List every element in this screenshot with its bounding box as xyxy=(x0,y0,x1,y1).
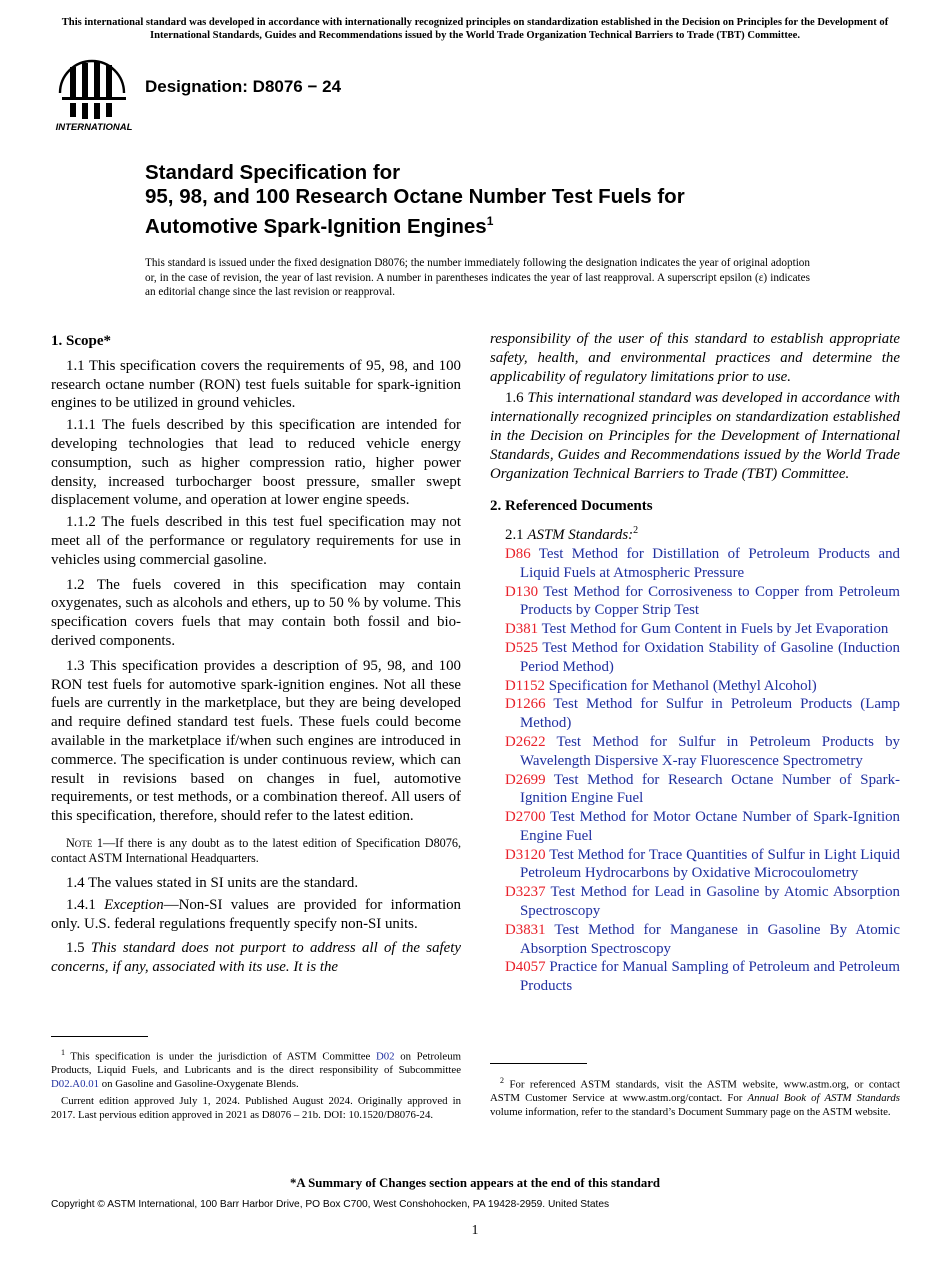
reference-title-link[interactable]: Test Method for Gum Content in Fuels by Jet Evaporation xyxy=(541,621,889,638)
logo-subtext: INTERNATIONAL xyxy=(55,122,133,133)
footnote-1-approval: Current edition approved July 1, 2024. Published August 2024. Originally approved in 2017. Last pervious edition approved in 2021 as D8076 – 21b. DOI: 10.1520/D8076-24. xyxy=(51,1094,461,1121)
footnote-2: $^2$ For referenced ASTM standards, visit the ASTM website, www.astm.org, or contact ASTM Customer Service at www.astm.org/contact. For Annual Book of ASTM Standards volume information, refer to the standard’s Document Summary page on the ASTM website. xyxy=(490,1076,900,1119)
reference-item xyxy=(490,695,900,733)
para-1-6: 1.6 This international standard was developed in accordance with internationally recognized principles on standardization established in the Decision on Principles for the Development of International Standards, Guides and Recommendations issued by the World Trade Organization Technical Barriers to Trade (TBT) Committee. xyxy=(490,390,901,482)
reference-title-link[interactable]: Test Method for Trace Quantities of Sulfur in Light Liquid Petroleum Hydrocarbons by Oxidative Microcoulometry xyxy=(520,846,900,882)
reference-item xyxy=(490,733,900,771)
reference-title-link[interactable]: Specification for Methanol (Methyl Alcohol) xyxy=(548,677,817,694)
astm-logo xyxy=(52,55,136,133)
title-line-3: Automotive Spark-Ignition Engines xyxy=(145,214,487,238)
para-1-3: 1.3 This specification provides a description of 95, 98, and 100 RON test fuels for automotive spark-ignition engines. Not all these fuels are currently in the marketplace, but they are being developed and require defined standard test fuels. These fuels could become available in the marketplace if/when such engines are introduced in commerce. The specification is under continuous review, which can result in revisions based on changes in fuel, automotive requirements, or test methods, or a combination thereof. All users of this specification, therefore, should refer to the latest edition. xyxy=(51,657,461,825)
reference-code-link[interactable]: D3237 xyxy=(505,884,546,901)
footnote-1: $^1$ This specification is under the jurisdiction of ASTM Committee D02 on Petroleum Products, Liquid Fuels, and Lubricants and is the direct responsibility of Subcommittee D02.A0.01 on Gasoline and Gasoline-Oxygenate Blends. Current edition approved July 1, 2024. Published August 2024. Originally approved in 2017. Last pervious edition approved in 2021 as D8076 – 21b. DOI: 10.1520/D8076-24. xyxy=(51,1048,462,1121)
reference-title-link[interactable]: Test Method for Manganese in Gasoline By Atomic Absorption Spectroscopy xyxy=(520,921,900,957)
section-2-heading: 2. Referenced Documents xyxy=(490,498,653,515)
footnote-rule-right xyxy=(490,1063,587,1064)
note-text: 1—If there is any doubt as to the latest edition of Specification D8076, contact ASTM International Headquarters. xyxy=(51,835,461,865)
reference-title-link[interactable]: Practice for Manual Sampling of Petroleum and Petroleum Products xyxy=(520,959,900,995)
reference-item xyxy=(490,583,900,621)
reference-title-link[interactable]: Test Method for Lead in Gasoline by Atomic Absorption Spectroscopy xyxy=(520,884,900,920)
reference-item xyxy=(490,846,900,884)
reference-code-link[interactable]: D130 xyxy=(505,583,539,600)
reference-item xyxy=(490,771,900,809)
issued-note: This standard is issued under the fixed designation D8076; the number immediately following the designation indicates the year of original adoption or, in the case of revision, the year of last revision. A number in parentheses indicates the year of last reapproval. A superscript epsilon (ε) indicates an editorial change since the last revision or reapproval. xyxy=(145,257,810,298)
reference-code-link[interactable]: D86 xyxy=(505,545,531,562)
reference-title-link[interactable]: Test Method for Sulfur in Petroleum Products by Wavelength Dispersive X-ray Fluorescence Spectrometry xyxy=(520,733,900,769)
summary-note: *A Summary of Changes section appears at the end of this standard xyxy=(289,1176,661,1190)
reference-code-link[interactable]: D3120 xyxy=(505,846,546,863)
reference-code-link[interactable]: D2622 xyxy=(505,733,546,750)
reference-code-link[interactable]: D525 xyxy=(505,639,539,656)
reference-item xyxy=(490,677,900,696)
right-column xyxy=(490,330,900,996)
reference-title-link[interactable]: Test Method for Motor Octane Number of Spark-Ignition Engine Fuel xyxy=(520,809,900,844)
para-1-5-end: responsibility of the user of this standard to establish appropriate safety, health, and environmental practices and determine the applicability of regulatory limitations prior to use. xyxy=(490,331,900,385)
title-line-2: 95, 98, and 100 Research Octane Number Test Fuels for xyxy=(145,185,685,208)
reference-title-link[interactable]: Test Method for Oxidation Stability of Gasoline (Induction Period Method) xyxy=(520,639,900,675)
footnote-rule-left xyxy=(51,1036,148,1037)
para-1-1: 1.1 This specification covers the requirements of 95, 98, and 100 research octane number (RON) test fuels suitable for spark-ignition engines to be utilized in ground vehicles. xyxy=(51,357,461,412)
committee-link[interactable]: D02 xyxy=(375,1050,395,1063)
reference-item xyxy=(490,808,900,846)
para-1-1-2: 1.1.2 The fuels described in this test fuel specification may not meet all of the performance or regulatory requirements for use in vehicles using commercial gasoline. xyxy=(51,514,461,568)
reference-item xyxy=(490,639,900,677)
reference-item xyxy=(490,883,900,921)
reference-code-link[interactable]: D1266 xyxy=(505,696,546,713)
reference-code-link[interactable]: D1152 xyxy=(505,677,545,694)
reference-item xyxy=(490,545,900,583)
reference-title-link[interactable]: Test Method for Research Octane Number of Spark-Ignition Engine Fuel xyxy=(520,771,900,807)
reference-item xyxy=(490,958,900,996)
para-1-1-1: 1.1.1 The fuels described by this specification are intended for developing technologies that lead to reduced vehicle energy consumption, such as higher compression ratio, higher power density, increased turbocharger boost pressure, smaller swept displacement volume, and operation at lower engine speeds. xyxy=(51,417,461,509)
referenced-list xyxy=(490,545,900,996)
reference-title-link[interactable]: Test Method for Sulfur in Petroleum Products (Lamp Method) xyxy=(520,696,900,732)
reference-code-link[interactable]: D381 xyxy=(505,621,539,638)
copyright: Copyright © ASTM International, 100 Barr Harbor Drive, PO Box C700, West Conshohocken, PA 19428-2959. United States xyxy=(51,1199,610,1210)
title-footnote-mark: 1 xyxy=(486,214,494,228)
standard-title xyxy=(145,161,905,239)
reference-code-link[interactable]: D3831 xyxy=(505,921,546,938)
para-1-4-1: 1.4.1 Exception—Non-SI values are provided for information only. U.S. federal regulations frequently specify non-SI units. xyxy=(51,896,461,932)
title-line-1: Standard Specification for xyxy=(145,161,401,184)
subcommittee-link[interactable]: D02.A0.01 xyxy=(51,1078,99,1091)
reference-code-link[interactable]: D4057 xyxy=(505,959,546,976)
designation: Designation: D8076 − 24 xyxy=(145,77,342,96)
left-column xyxy=(51,330,461,980)
para-1-4: 1.4 The values stated in SI units are the standard. xyxy=(66,874,359,891)
section-1-heading: 1. Scope* xyxy=(51,333,111,349)
top-notice: This international standard was developed in accordance with internationally recognized principles on standardization established in the Decision on Principles for the Development of International Standards, Guides and Recommendations issued by the World Trade Organization Technical Barriers to Trade (TBT) Committee. xyxy=(61,17,889,41)
reference-item xyxy=(490,620,900,639)
para-1-5-start: 1.5 This standard does not purport to address all of the safety concerns, if any, associated with its use. It is the xyxy=(51,940,462,976)
page-number: 1 xyxy=(471,1222,479,1237)
note-1 xyxy=(51,836,461,866)
reference-title-link[interactable]: Test Method for Corrosiveness to Copper from Petroleum Products by Copper Strip Test xyxy=(520,583,900,619)
para-1-2: 1.2 The fuels covered in this specification may contain oxygenates, such as alcohols and ethers, up to 50 % by volume. This specification covers fuels that may contain both fossil and bio-derived components. xyxy=(51,576,461,649)
reference-code-link[interactable]: D2699 xyxy=(505,771,546,788)
reference-code-link[interactable]: D2700 xyxy=(505,809,546,826)
reference-item xyxy=(490,921,900,959)
reference-title-link[interactable]: Test Method for Distillation of Petroleum Products and Liquid Fuels at Atmospheric Pressure xyxy=(520,545,900,581)
note-label: Note xyxy=(66,835,93,850)
para-2-1: 2.1 ASTM Standards:$^2$ xyxy=(505,525,639,544)
